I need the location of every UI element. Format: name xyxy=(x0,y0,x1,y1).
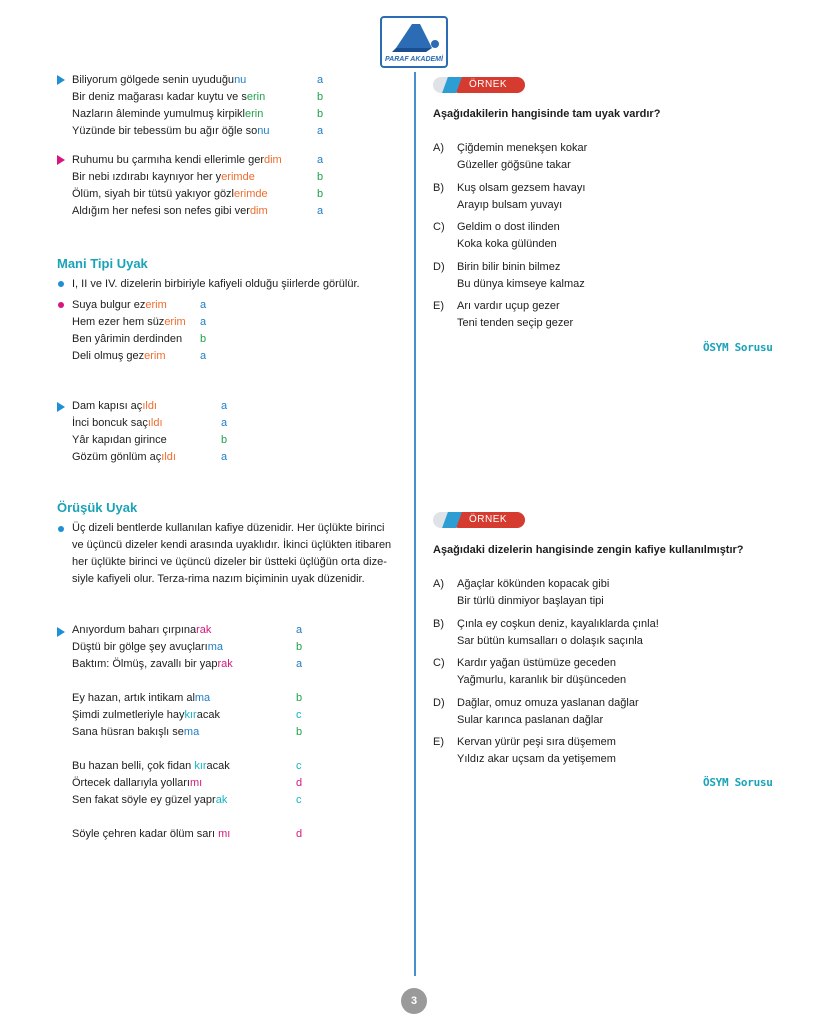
paraf-akademi-logo xyxy=(380,16,448,68)
option-label: E) xyxy=(433,300,444,312)
rhyme-syllable: mı xyxy=(190,777,203,789)
verse-line xyxy=(72,776,202,791)
verse-text: Bu hazan belli, çok fidan xyxy=(72,760,195,772)
answer-option xyxy=(433,180,793,214)
verse-text: Biliyorum gölgede senin uyuduğu xyxy=(72,74,235,86)
answer-option xyxy=(433,655,793,689)
verse-text: Sana hüsran bakışlı se xyxy=(72,726,184,738)
rhyme-syllable: erin xyxy=(245,108,264,120)
verse-line xyxy=(72,170,255,185)
verse-line xyxy=(72,73,246,88)
rhyme-syllable: mı xyxy=(218,828,231,840)
option-line-1: Ağaçlar kökünden kopacak gibi xyxy=(457,578,610,590)
option-line-2: Sar bütün kumsalları o dolaşık saçınla xyxy=(457,634,643,647)
verse-text: Sen fakat söyle ey güzel yapr xyxy=(72,794,216,806)
option-line-2: Teni tenden seçip gezer xyxy=(457,317,574,329)
option-line-2: Bir türlü dinmiyor başlayan tipi xyxy=(457,595,604,607)
description-line: Üç dizeli bentlerde kullanılan kafiye düzenidir. Her üçlükte birinci xyxy=(72,522,385,534)
rhyme-letter: a xyxy=(221,451,228,463)
verse-text: Ey hazan, artık intikam al xyxy=(72,692,195,704)
option-line-2: Yıldız akar uçsam da yetişemem xyxy=(457,753,616,765)
rhyme-letter: a xyxy=(317,74,324,86)
verse-line xyxy=(72,124,270,139)
rhyme-letter: a xyxy=(317,205,324,217)
verse-line xyxy=(72,759,230,774)
option-label: D) xyxy=(433,260,445,273)
verse-line xyxy=(72,657,233,672)
rhyme-letter: b xyxy=(317,108,324,120)
verse-line xyxy=(72,793,227,808)
option-line-2: Sular karınca paslanan dağlar xyxy=(457,713,604,726)
option-line-2: Bu dünya kimseye kalmaz xyxy=(457,277,585,290)
option-label: B) xyxy=(433,181,444,194)
verse-text: Şimdi zulmetleriyle hay xyxy=(72,709,185,721)
option-line-1: Kuş olsam gezsem havayı xyxy=(457,181,586,194)
question-text: Aşağıdaki dizelerin hangisinde zengin kafiye kullanılmıştır? xyxy=(433,544,744,556)
verse-line xyxy=(72,640,223,655)
badge-label: ÖRNEK xyxy=(451,512,525,528)
verse-text: Söyle çehren kadar ölüm sarı xyxy=(72,828,219,840)
rhyme-letter: c xyxy=(296,794,302,806)
verse-text: Bir deniz mağarası kadar kuytu ve s xyxy=(72,91,247,103)
verse-text: Ruhumu bu çarmıha kendi ellerimle ger xyxy=(72,154,264,166)
answer-option xyxy=(433,140,793,174)
verse-text: Ben yârimin derdinden xyxy=(72,333,183,345)
rhyme-letter: b xyxy=(317,188,324,200)
verse-line xyxy=(72,691,210,706)
option-label: B) xyxy=(433,617,444,630)
answer-option xyxy=(433,219,793,253)
ornek-badge xyxy=(433,512,525,528)
option-label: E) xyxy=(433,736,444,748)
option-label: C) xyxy=(433,657,445,669)
verse-text: Yüzünde bir tebessüm bu ağır öğle so xyxy=(72,125,258,137)
verse-line xyxy=(72,433,167,448)
verse-text: Dam kapısı aç xyxy=(72,400,143,412)
verse-line xyxy=(72,315,186,330)
description-line: ve üçüncü dizeler kendi arasında uyaklıdır. İkinci üçlükten itibaren xyxy=(72,539,392,551)
rhyme-syllable: rak xyxy=(196,624,212,636)
option-line-1: Çiğdemin menekşen kokar xyxy=(457,142,588,154)
rhyme-letter: b xyxy=(200,333,207,345)
play-arrow-icon xyxy=(57,75,65,85)
answer-option xyxy=(433,576,793,610)
option-line-1: Geldim o dost ilinden xyxy=(457,221,560,233)
verse-line xyxy=(72,708,220,723)
rhyme-syllable: dim xyxy=(263,154,282,166)
rhyme-letter: b xyxy=(296,692,303,704)
rhyme-letter: a xyxy=(200,299,207,311)
logo-arrow-icon xyxy=(382,20,446,56)
answer-option xyxy=(433,298,793,332)
option-line-1: Dağlar, omuz omuza yaslanan dağlar xyxy=(457,696,639,709)
verse-text: Nazların âleminde yumulmuş kirpikl xyxy=(72,108,246,120)
rhyme-syllable: erim xyxy=(145,299,167,311)
verse-line xyxy=(72,450,176,465)
rhyme-letter: a xyxy=(221,400,228,412)
rhyme-letter: a xyxy=(317,125,324,137)
option-line-2: Koka koka gülünden xyxy=(457,238,557,250)
rhyme-syllable: erim xyxy=(144,350,166,362)
option-line-1: Birin bilir binin bilmez xyxy=(457,260,561,273)
option-line-1: Kervan yürür peşi sıra düşemem xyxy=(457,736,616,748)
rhyme-letter: c xyxy=(296,760,302,772)
option-line-1: Çınla ey coşkun deniz, kayalıklarda çınla! xyxy=(457,617,659,630)
section-title-orusuk: Örüşük Uyak xyxy=(57,500,138,515)
verse-line xyxy=(72,90,265,105)
bullet-icon xyxy=(58,302,64,308)
rhyme-letter: b xyxy=(221,434,228,446)
page-number: 3 xyxy=(401,988,427,1014)
rhyme-syllable: ma xyxy=(183,726,200,738)
rhyme-syllable: dim xyxy=(249,205,268,217)
description-line: siyle kafiyeli olur. Terza-rima nazım biçiminin uyak düzenidir. xyxy=(72,573,365,585)
rhyme-syllable: kır xyxy=(184,709,197,721)
verse-line xyxy=(72,298,167,313)
rhyme-letter: b xyxy=(296,641,303,653)
ornek-badge xyxy=(433,77,525,93)
rhyme-letter: a xyxy=(317,154,324,166)
option-line-2: Arayıp bulsam yuvayı xyxy=(457,198,563,211)
verse-text-end: acak xyxy=(196,709,220,721)
verse-text: Düştü bir gölge şey avuçları xyxy=(72,641,208,653)
option-line-2: Güzeller göğsüne takar xyxy=(457,159,571,171)
verse-line xyxy=(72,623,211,638)
rhyme-letter: a xyxy=(296,624,303,636)
rhyme-syllable: rak xyxy=(217,658,233,670)
answer-option xyxy=(433,616,793,650)
column-divider xyxy=(414,72,416,976)
option-line-1: Kardır yağan üstümüze geceden xyxy=(457,657,616,669)
option-line-1: Arı vardır uçup gezer xyxy=(457,300,560,312)
verse-text: Ölüm, siyah bir tütsü yakıyor gözl xyxy=(72,188,235,200)
rhyme-letter: d xyxy=(296,777,303,789)
verse-text: İnci boncuk saç xyxy=(72,417,148,429)
option-label: A) xyxy=(433,142,444,154)
rhyme-syllable: erim xyxy=(164,316,186,328)
option-label: C) xyxy=(433,221,445,233)
rhyme-syllable: kır xyxy=(194,760,207,772)
verse-line xyxy=(72,725,199,740)
verse-line xyxy=(72,153,282,168)
rhyme-syllable: ma xyxy=(194,692,211,704)
bullet-icon xyxy=(58,281,64,287)
option-label: D) xyxy=(433,696,445,709)
verse-line xyxy=(72,107,263,122)
rhyme-syllable: erimde xyxy=(221,171,255,183)
verse-text: Örtecek dallarıyla yolları xyxy=(72,777,190,789)
rhyme-syllable: ak xyxy=(215,794,228,806)
rhyme-letter: a xyxy=(200,350,207,362)
play-arrow-icon xyxy=(57,627,65,637)
source-label: ÖSYM Sorusu xyxy=(703,776,773,789)
verse-line xyxy=(72,416,163,431)
rhyme-syllable: ıldı xyxy=(147,417,163,429)
verse-text: Hem ezer hem süz xyxy=(72,316,165,328)
answer-option xyxy=(433,259,793,293)
rhyme-letter: a xyxy=(296,658,303,670)
rhyme-letter: b xyxy=(317,171,324,183)
rhyme-syllable: erin xyxy=(246,91,266,103)
orusuk-description xyxy=(72,520,402,588)
verse-text: Yâr kapıdan girince xyxy=(72,434,167,446)
verse-line xyxy=(72,349,166,364)
verse-text: Anıyordum baharı çırpına xyxy=(72,624,197,636)
rhyme-letter: d xyxy=(296,828,303,840)
bullet-icon xyxy=(58,526,64,532)
verse-text: Deli olmuş gez xyxy=(72,350,145,362)
verse-line xyxy=(72,399,157,414)
verse-text: Suya bulgur ez xyxy=(72,299,146,311)
question-text: Aşağıdakilerin hangisinde tam uyak vardır? xyxy=(433,108,661,120)
verse-text: Gözüm gönlüm aç xyxy=(72,451,162,463)
badge-label: ÖRNEK xyxy=(451,77,525,93)
answer-option xyxy=(433,695,793,729)
logo-text: PARAF AKADEMİ xyxy=(385,56,443,63)
verse-text: Baktım: Ölmüş, zavallı bir yap xyxy=(72,658,218,670)
verse-text: Aldığım her nefesi son nefes gibi ver xyxy=(72,205,250,217)
rhyme-letter: a xyxy=(221,417,228,429)
rhyme-letter: b xyxy=(296,726,303,738)
verse-line xyxy=(72,204,268,219)
verse-line xyxy=(72,187,268,202)
option-label: A) xyxy=(433,578,444,590)
verse-text: Bir nebi ızdırabı kaynıyor her y xyxy=(72,171,222,183)
rhyme-letter: b xyxy=(317,91,324,103)
option-line-2: Yağmurlu, karanlık bir düşünceden xyxy=(457,674,627,686)
rhyme-syllable: nu xyxy=(257,125,270,137)
rhyme-syllable: ıldı xyxy=(142,400,157,412)
verse-line xyxy=(72,332,182,347)
source-label: ÖSYM Sorusu xyxy=(703,341,773,354)
description-line: her üçlükte birinci ve üçüncü dizeler bir üstteki üçlüğün orta dize- xyxy=(72,556,387,568)
mani-description: I, II ve IV. dizelerin birbiriyle kafiyeli olduğu şiirlerde görülür. xyxy=(72,278,360,290)
play-arrow-icon xyxy=(57,402,65,412)
rhyme-syllable: ma xyxy=(207,641,224,653)
rhyme-syllable: nu xyxy=(234,74,247,86)
play-arrow-icon xyxy=(57,155,65,165)
rhyme-letter: a xyxy=(200,316,207,328)
verse-line xyxy=(72,827,230,842)
answer-option xyxy=(433,734,793,768)
rhyme-syllable: erimde xyxy=(234,188,268,200)
verse-text-end: acak xyxy=(206,760,230,772)
rhyme-syllable: ıldı xyxy=(161,451,176,463)
rhyme-letter: c xyxy=(296,709,302,721)
section-title-mani: Mani Tipi Uyak xyxy=(57,256,148,271)
